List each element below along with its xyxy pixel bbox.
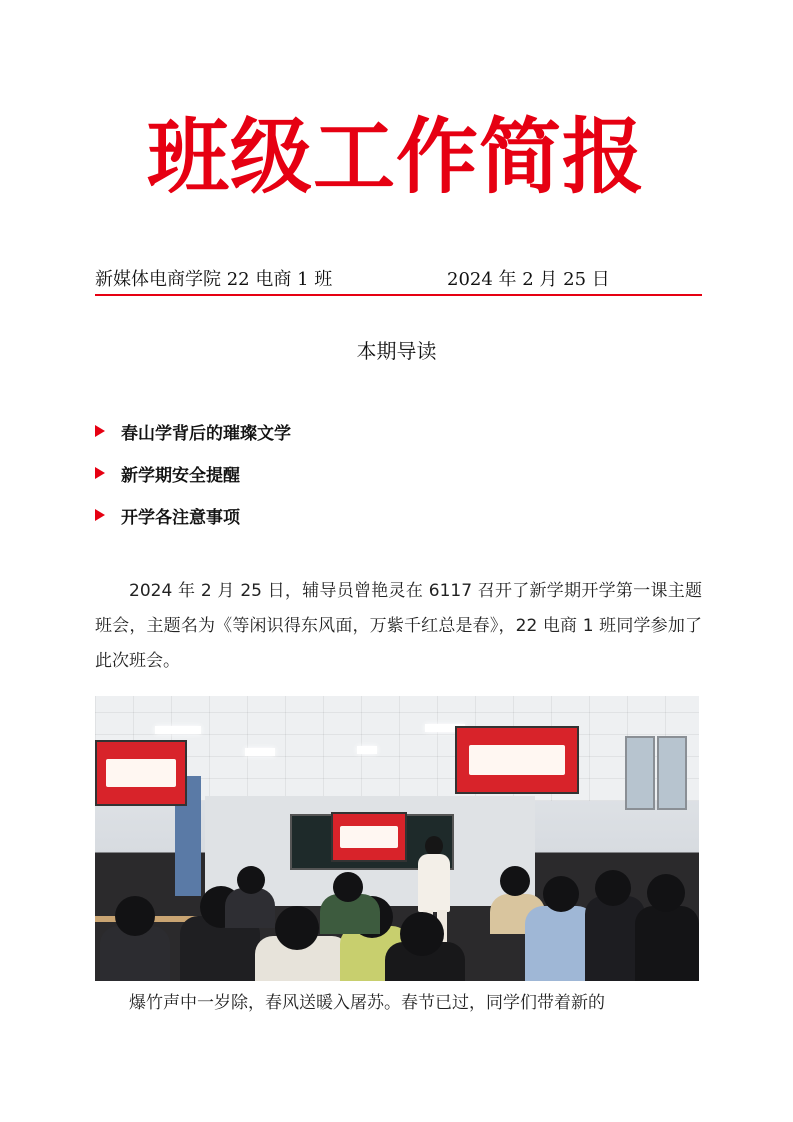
body-paragraph: 爆竹声中一岁除，春风送暖入屠苏。春节已过，同学们带着新的: [129, 993, 605, 1013]
arrow-bullet-icon: [95, 425, 105, 437]
toc-item: [95, 452, 291, 494]
tv-screen-left: [95, 740, 187, 806]
issue-date: 2024 年 2 月 25 日: [447, 269, 610, 290]
newsletter-masthead: 班级工作简报: [147, 109, 646, 205]
arrow-bullet-icon: [95, 467, 105, 479]
toc-item: [95, 494, 291, 536]
class-meeting-photo: [95, 696, 699, 981]
tv-screen-right: [455, 726, 579, 794]
table-of-contents: [95, 410, 291, 536]
section-title: 本期导读: [356, 339, 437, 363]
ceiling-light: [155, 726, 201, 734]
toc-item-label: 新学期安全提醒: [121, 465, 240, 486]
ceiling-light: [357, 746, 377, 754]
toc-item-label: 春山学背后的璀璨文学: [121, 423, 291, 444]
ceiling-light: [245, 748, 275, 756]
class-name: 新媒体电商学院 22 电商 1 班: [95, 269, 333, 290]
arrow-bullet-icon: [95, 509, 105, 521]
window: [625, 736, 655, 810]
intro-paragraph: 2024 年 2 月 25 日，辅导员曾艳灵在 6117 召开了新学期开学第一课主题班会，主题名为《等闲识得东风面，万紫千红总是春》，22 电商 1 班同学参加了此次班会。: [95, 581, 702, 671]
projector-screen: [331, 812, 407, 862]
students-group: [95, 856, 699, 981]
toc-item: [95, 410, 291, 452]
header-rule: [95, 294, 702, 296]
speaker: [425, 836, 443, 856]
window: [657, 736, 687, 810]
toc-item-label: 开学各注意事项: [121, 507, 240, 528]
